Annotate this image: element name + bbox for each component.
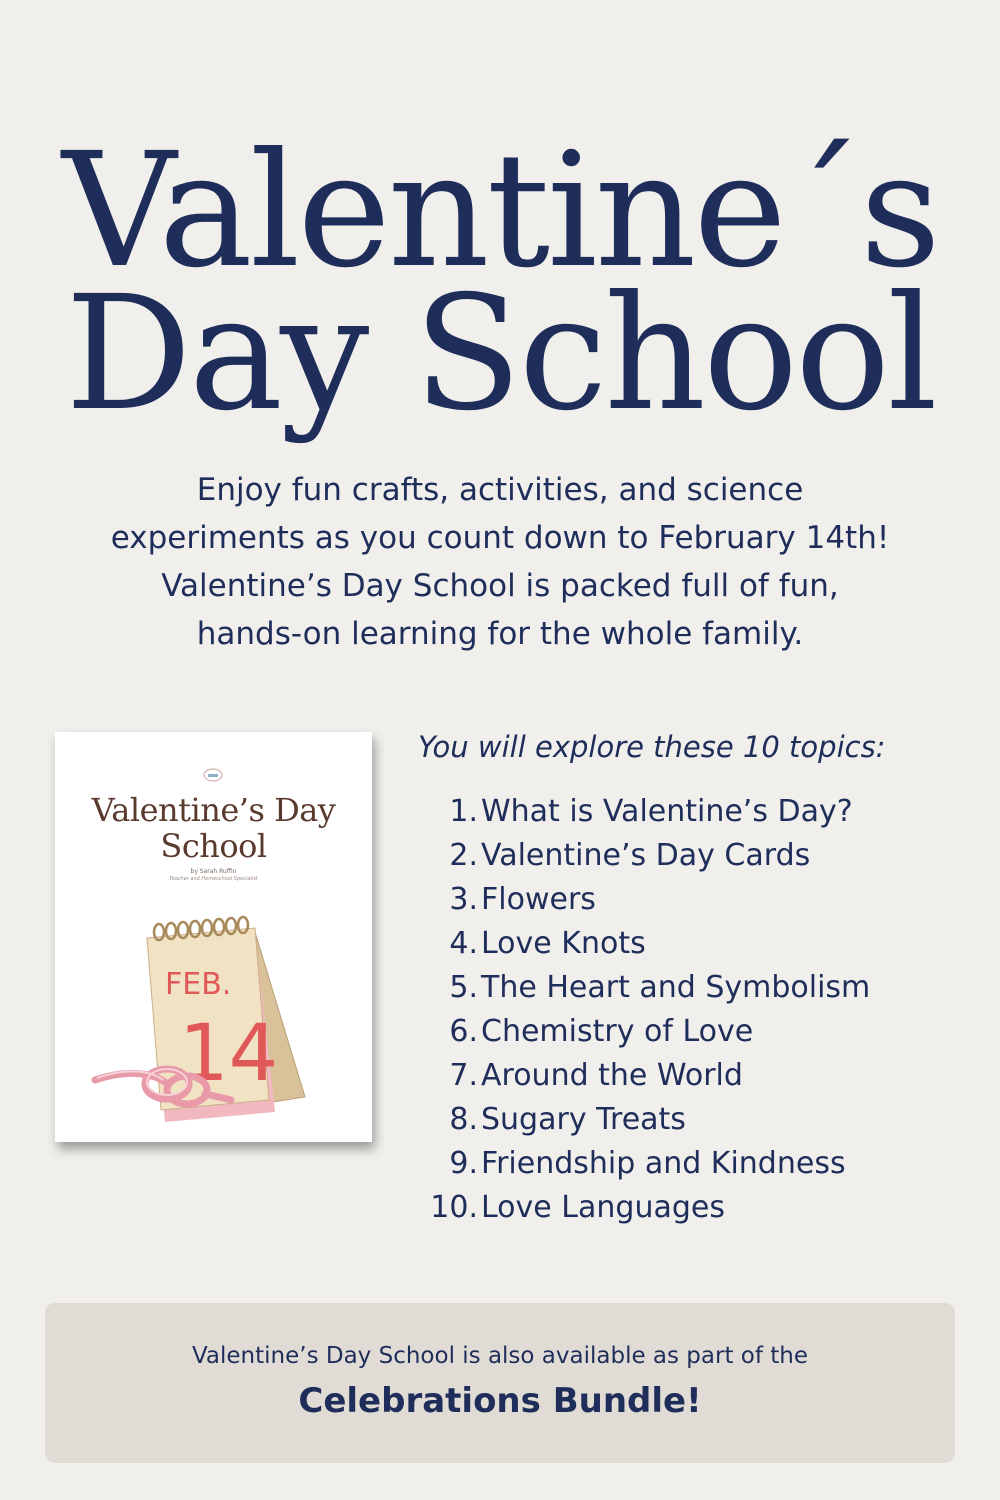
list-item <box>420 834 870 878</box>
list-item-label: Love Languages <box>481 1190 725 1225</box>
intro-line: experiments as you count down to February 14th! <box>110 520 890 556</box>
page-title-line-1: Valentine´s <box>62 119 938 303</box>
list-item-label: Friendship and Kindness <box>481 1146 846 1181</box>
list-item-number: 8. <box>449 1102 478 1137</box>
calendar-month: FEB. <box>165 967 232 1002</box>
list-item <box>420 1098 870 1142</box>
list-item-label: The Heart and Symbolism <box>481 970 871 1005</box>
book-cover-author: by Sarah Ruffin <box>190 868 237 875</box>
list-item <box>420 1142 870 1186</box>
book-cover-title-line: School <box>160 827 267 865</box>
list-item-number: 2. <box>449 838 478 873</box>
list-item-number: 9. <box>449 1146 478 1181</box>
list-item <box>420 790 870 834</box>
intro-line: hands-on learning for the whole family. <box>196 616 804 652</box>
publisher-logo-icon <box>203 768 223 782</box>
book-cover-title <box>55 792 372 864</box>
intro-line: Enjoy fun crafts, activities, and science <box>196 472 804 508</box>
list-item-label: Sugary Treats <box>481 1102 686 1137</box>
list-item-number: 10. <box>430 1190 478 1225</box>
list-item-number: 1. <box>449 794 478 829</box>
list-item <box>420 1186 870 1230</box>
list-item-number: 7. <box>449 1058 478 1093</box>
list-item-label: Chemistry of Love <box>481 1014 754 1049</box>
list-item <box>420 878 870 922</box>
list-item-label: Love Knots <box>481 926 646 961</box>
bundle-callout-text: Valentine’s Day School is also available as part of the <box>191 1343 809 1369</box>
intro-paragraph <box>40 466 960 658</box>
topics-heading: You will explore these 10 topics: <box>418 730 886 764</box>
topics-list <box>420 790 870 1230</box>
calendar-illustration-icon <box>55 902 372 1132</box>
list-item-label: Flowers <box>481 882 596 917</box>
list-item <box>420 966 870 1010</box>
list-item-number: 6. <box>449 1014 478 1049</box>
list-item-label: Valentine’s Day Cards <box>481 838 811 873</box>
intro-line: Valentine’s Day School is packed full of fun, <box>161 568 839 604</box>
list-item <box>420 922 870 966</box>
list-item <box>420 1054 870 1098</box>
book-cover-title-line: Valentine’s Day <box>91 791 336 829</box>
list-item <box>420 1010 870 1054</box>
list-item-label: Around the World <box>481 1058 743 1093</box>
bundle-callout-name: Celebrations Bundle! <box>298 1381 702 1421</box>
bundle-callout <box>45 1303 955 1463</box>
page-title-line-2: Day School <box>65 262 935 446</box>
calendar-day: 14 <box>179 1009 279 1099</box>
book-cover <box>55 732 372 1142</box>
list-item-number: 3. <box>449 882 478 917</box>
book-cover-author-subtitle: Teacher and Homeschool Specialist <box>169 876 258 882</box>
list-item-number: 4. <box>449 926 478 961</box>
list-item-label: What is Valentine’s Day? <box>481 794 853 829</box>
list-item-number: 5. <box>449 970 478 1005</box>
